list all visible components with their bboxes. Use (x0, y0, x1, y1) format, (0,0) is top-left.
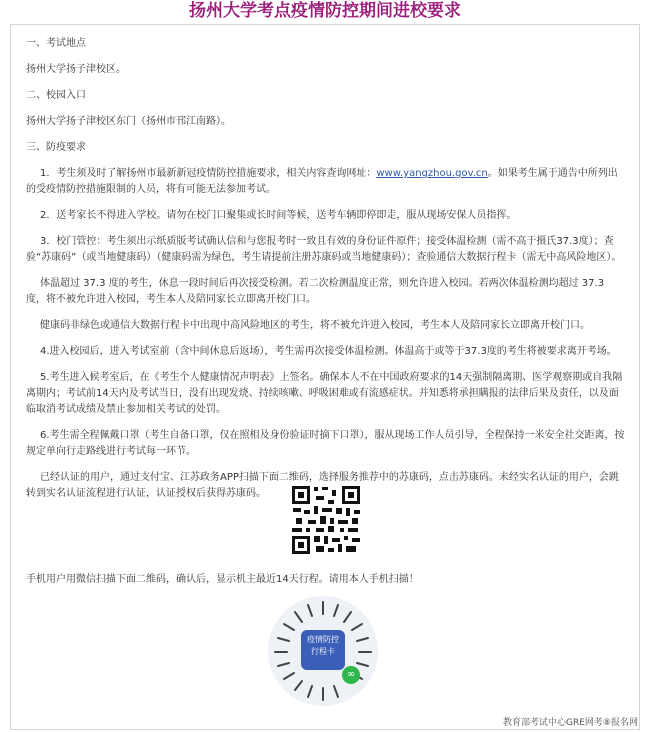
item-3-temperature: 体温超过 37.3 度的考生，休息一段时间后再次接受检测。若二次检测温度正常，则允许进入校园。若两次体温检测均超过 37.3 度，将不被允许进入校园，考生本人及陪同家长立即离开校门口。 (26, 278, 605, 305)
section-1-text: 扬州大学扬子津校区。 (26, 64, 126, 75)
sukangma-qr-code (290, 484, 362, 556)
section-3-heading: 三、防疫要求 (26, 142, 86, 153)
mini-label-1: 疫情防控 (307, 635, 339, 644)
yangzhou-gov-link[interactable]: www.yangzhou.gov.cn (376, 168, 488, 179)
item-1 (26, 166, 626, 198)
footer-watermark: 教育部考试中心GRE网考⑧报名网 (503, 718, 638, 728)
wechat-instructions: 手机用户用微信扫描下面二维码，确认后，显示机主最近14天行程。请用本人手机扫描！ (26, 574, 419, 585)
item-2: 2．送考家长不得进入学校。请勿在校门口聚集或长时间等候，送考车辆即停即走，服从现场安保人员指挥。 (40, 210, 517, 221)
wechat-instructions-wrap (26, 572, 626, 598)
item-3-health-code: 健康码非绿色或通信大数据行程卡中出现中高风险地区的考生，将不被允许进入校园，考生本人及陪同家长立即离开校门口。 (40, 320, 590, 331)
item-6: 6.考生需全程佩戴口罩（考生自备口罩，仅在照相及身份验证时摘下口罩），服从现场工作人员引导，全程保持一米安全社交距离，按规定单向行走路线进行考试每一环节。 (26, 430, 625, 457)
section-1-heading: 一、考试地点 (26, 38, 86, 49)
item-3: 3．校门管控：考生须出示纸质版考试确认信和与您报考时一致且有效的身份证件原件；接受体温检测（需不高于摄氏37.3度）；查验“苏康码”（或当地健康码）（健康码需为绿色，考生请提前注册苏康码或当地健康码）；查验通信大数据行程卡（需无中高风险地区）。 (26, 236, 622, 263)
auth-instructions: 已经认证的用户，通过支付宝、江苏政务APP扫描下面二维码，选择服务推荐中的苏康码，点击苏康码。未经实名认证的用户，会跳转到实名认证流程进行认证，认证授权后获得苏康码。 (26, 472, 619, 499)
page-title: 扬州大学考点疫情防控期间进校要求 (189, 1, 461, 21)
wechat-mini-program-icon: ∞ (342, 666, 360, 684)
itinerary-card-logo (301, 630, 345, 670)
section-2-heading: 二、校园入口 (26, 90, 86, 101)
item-4: 4.进入校园后，进入考试室前（含中间休息后返场），考生需再次接受体温检测。体温高于或等于37.3度的考生将被要求离开考场。 (40, 346, 617, 357)
document-body (26, 36, 626, 512)
section-2-text: 扬州大学扬子津校区东门（扬州市邗江南路）。 (26, 116, 231, 127)
item-5: 5.考生进入候考室后，在《考生个人健康情况声明表》上签名。确保本人不在中国政府要求的14天强制隔离期、医学观察期或自我隔离期内；考试前14天内及考试当日，没有出现发烧、持续咳嗽、呼吸困难或有流感症状。并知悉将承担瞒报的法律后果及责任，以及面临取消考试成绩及禁止参加相关考试的处罚。 (26, 372, 623, 415)
item-1-text-b: 。如果考生属于通告中所列出的受疫情防控措施限制的人员，将有可能无法参加考试。 (26, 168, 618, 195)
mini-label-2: 行程卡 (311, 647, 335, 656)
item-1-text-a: 1．考生须及时了解扬州市最新新冠疫情防控措施要求，相关内容查询网址： (40, 168, 377, 179)
